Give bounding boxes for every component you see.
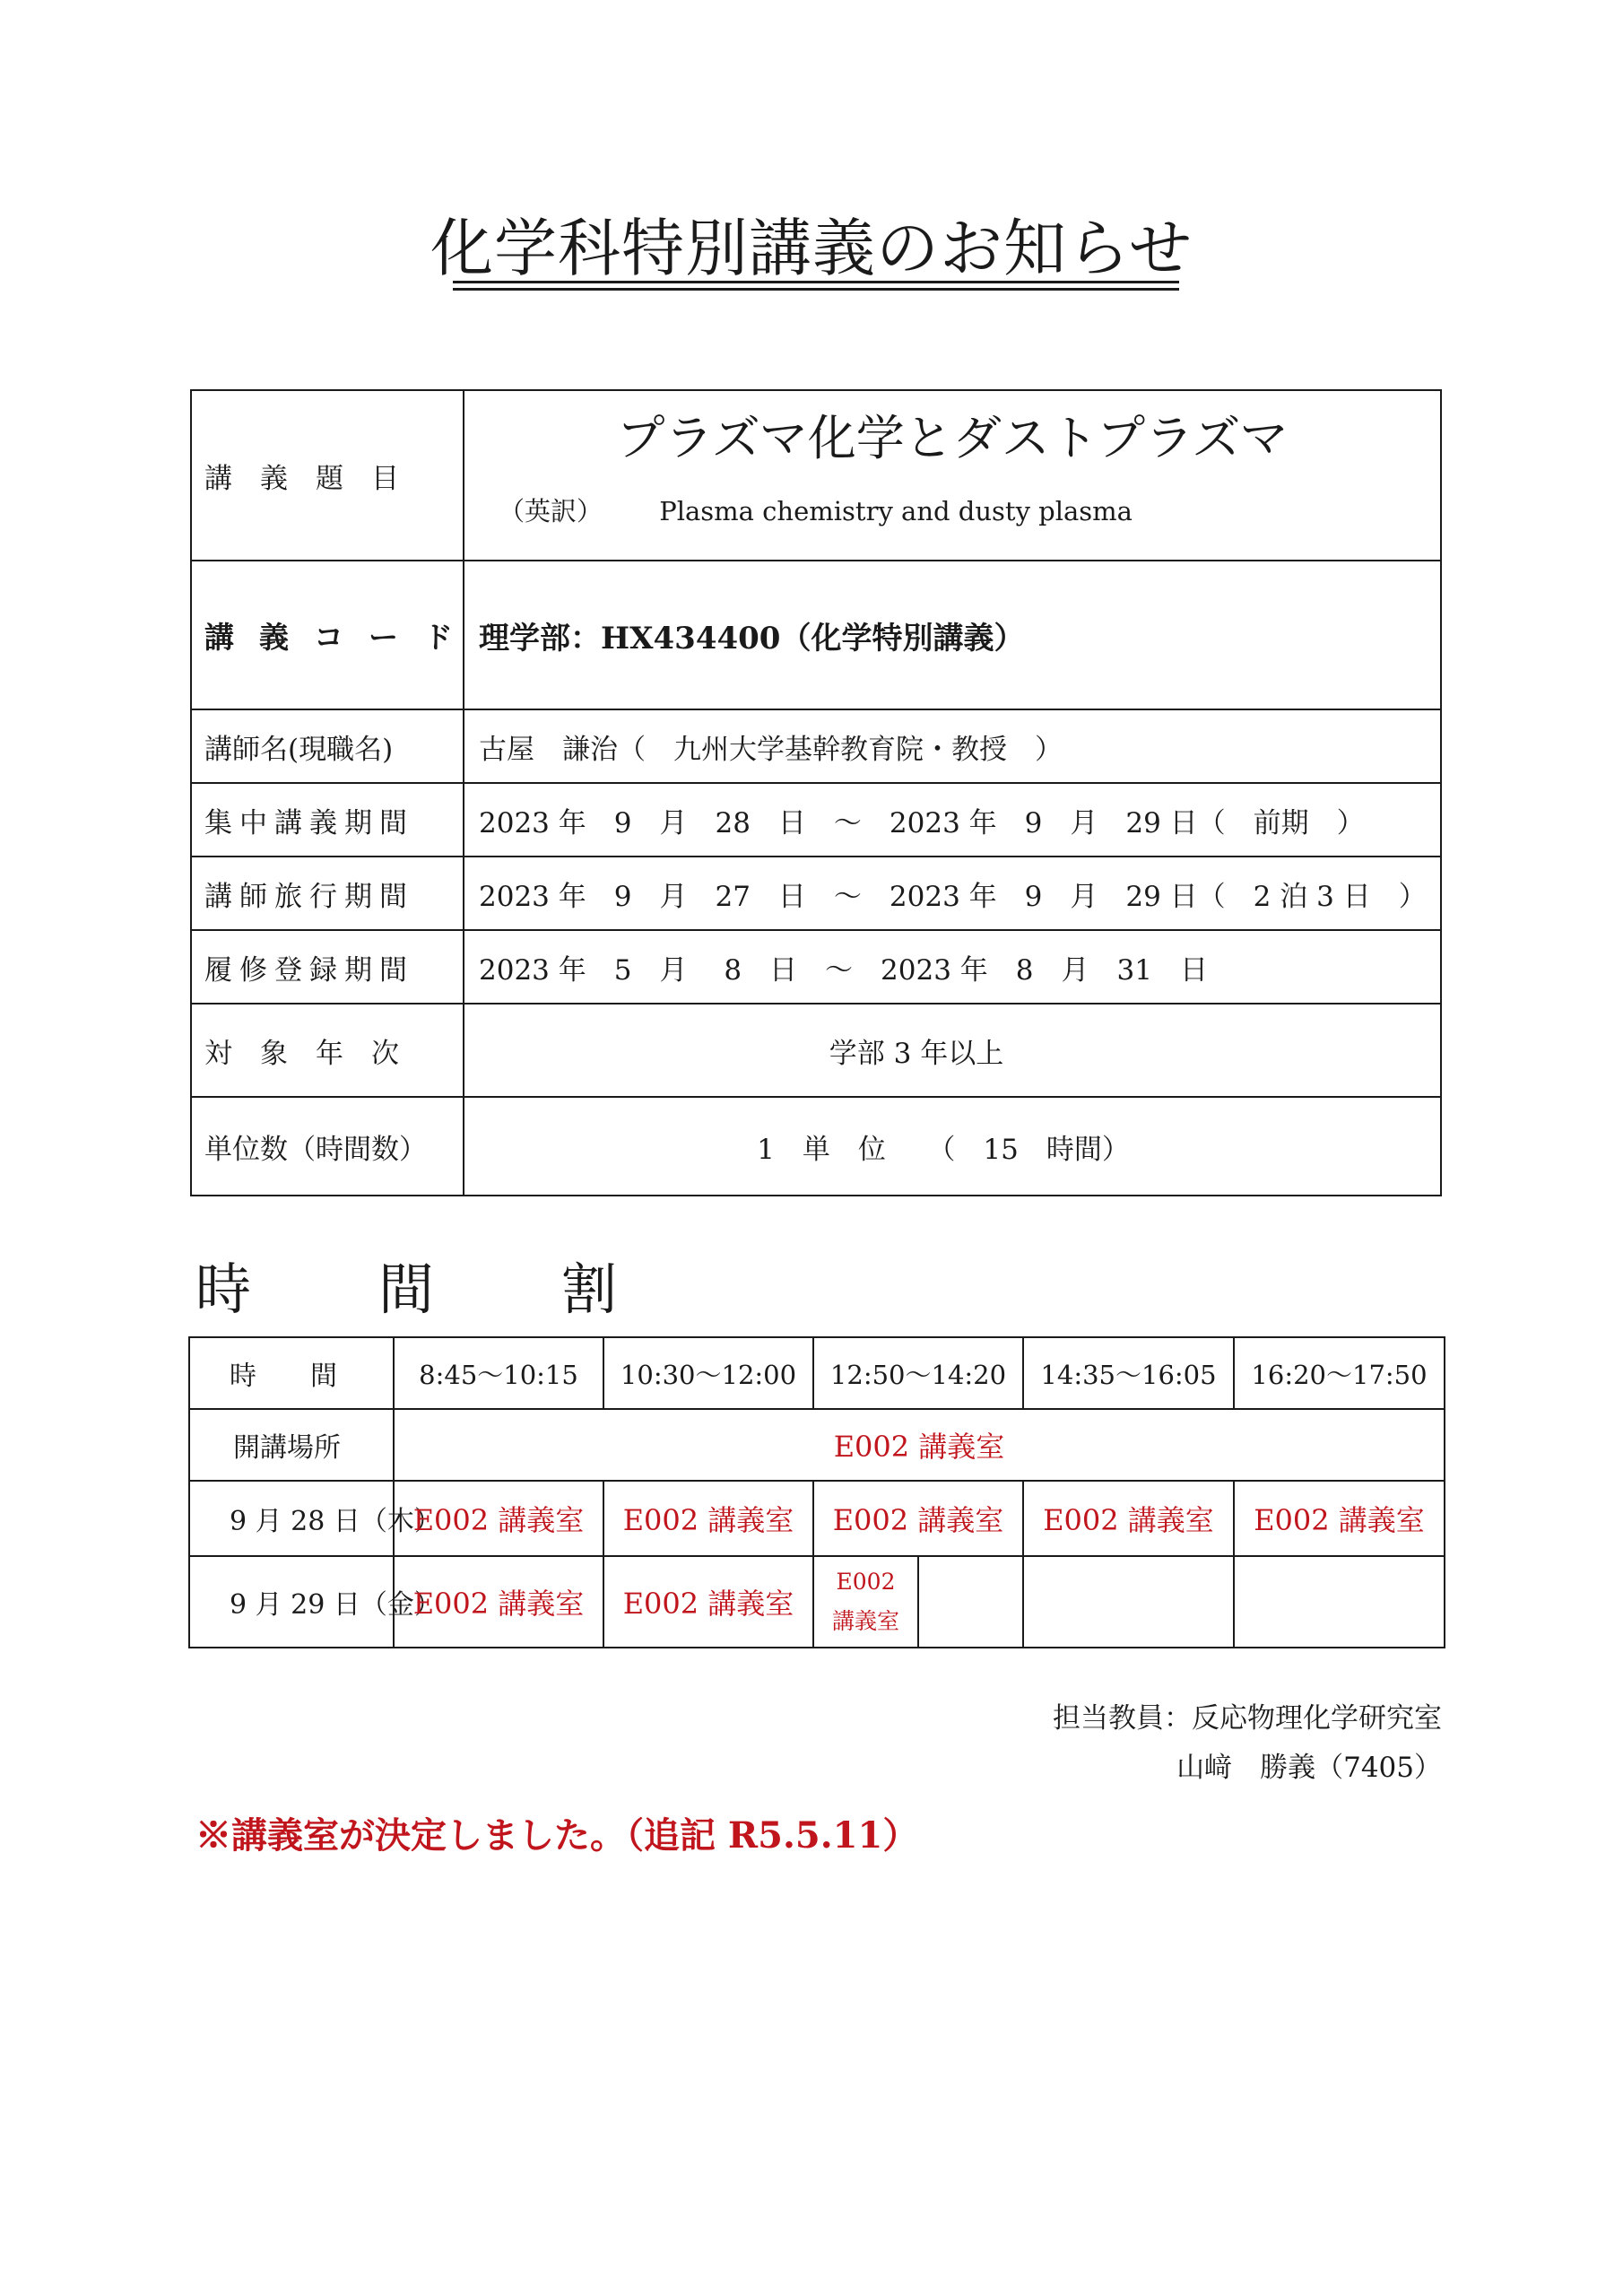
- venue-label-cell: [189, 1409, 394, 1481]
- day1-slot-3: E002 講義室: [813, 1481, 1023, 1556]
- day2-slot-3a: [813, 1556, 918, 1648]
- timetable-header-row: [189, 1337, 1445, 1409]
- registration-label: 履修登録期間: [204, 953, 414, 987]
- code-label: 講義コード: [204, 619, 478, 655]
- day1-row: [189, 1481, 1445, 1556]
- credits-row: [191, 1097, 1441, 1196]
- contact-department: 担当教員：反応物理化学研究室: [1053, 1702, 1442, 1735]
- english-title: Plasma chemistry and dusty plasma: [659, 496, 1133, 526]
- subject-label: 講 義 題 目: [204, 462, 399, 495]
- day2-row: [189, 1556, 1445, 1648]
- credits-value-cell: [464, 1097, 1441, 1196]
- registration-value: 2023 年 5 月 8 日 ～ 2023 年 8 月 31 日: [479, 953, 1208, 987]
- title-underline-top: [453, 281, 1179, 283]
- slot-3: 12:50～14:20: [813, 1337, 1023, 1409]
- target-label-cell: [191, 1004, 464, 1097]
- credits-value: 1 単 位 （ 15 時間）: [757, 1133, 1130, 1166]
- credits-label-cell: [191, 1097, 464, 1196]
- day1-slot-4: E002 講義室: [1023, 1481, 1234, 1556]
- timetable: [188, 1336, 1445, 1648]
- subject-row: [191, 390, 1441, 561]
- period-value-cell: [464, 783, 1441, 857]
- registration-row: [191, 930, 1441, 1004]
- code-value: 理学部：HX434400（化学特別講義）: [479, 620, 1025, 657]
- day1-slot-5: E002 講義室: [1234, 1481, 1445, 1556]
- subject-title: プラズマ化学とダストプラズマ: [616, 410, 1289, 466]
- code-label-cell: [191, 561, 478, 709]
- day2-slot-5: [1234, 1556, 1445, 1648]
- period-row: [191, 783, 1441, 857]
- slot-5: 16:20～17:50: [1234, 1337, 1445, 1409]
- slot-1: 8:45～10:15: [394, 1337, 603, 1409]
- slot-2: 10:30～12:00: [603, 1337, 813, 1409]
- venue-row: [189, 1409, 1445, 1481]
- travel-value: 2023 年 9 月 27 日 ～ 2023 年 9 月 29 日（ 2 泊 3 日 ）: [479, 880, 1427, 913]
- code-value-cell: [464, 561, 1441, 709]
- travel-label: 講師旅行期間: [204, 880, 414, 913]
- lecturer-value: 古屋 謙治（ 九州大学基幹教育院・教授 ）: [479, 733, 1063, 766]
- lecturer-value-cell: [464, 709, 1441, 783]
- time-label-cell: [189, 1337, 394, 1409]
- target-value: 学部 3 年以上: [829, 1037, 1004, 1070]
- timetable-heading: 時 間 割: [195, 1257, 654, 1322]
- lecturer-row: [191, 709, 1441, 783]
- day2-slot-4: [1023, 1556, 1234, 1648]
- subject-value-cell: [464, 390, 1441, 561]
- period-label: 集中講義期間: [204, 806, 414, 839]
- period-value: 2023 年 9 月 28 日 ～ 2023 年 9 月 29 日（ 前期 ）: [479, 806, 1365, 839]
- lecturer-label: 講師名(現職名): [204, 733, 394, 766]
- venue-label: 開講場所: [233, 1432, 341, 1464]
- day2-slot-2: E002 講義室: [603, 1556, 813, 1648]
- registration-value-cell: [464, 930, 1441, 1004]
- travel-value-cell: [464, 857, 1441, 930]
- period-label-cell: [191, 783, 464, 857]
- travel-row: [191, 857, 1441, 930]
- subject-label-cell: [191, 390, 464, 561]
- document-title: 化学科特別講義のお知らせ: [430, 212, 1193, 285]
- lecturer-label-cell: [191, 709, 464, 783]
- target-label: 対 象 年 次: [204, 1037, 399, 1070]
- travel-label-cell: [191, 857, 464, 930]
- day1-slot-2: E002 講義室: [603, 1481, 813, 1556]
- target-row: [191, 1004, 1441, 1097]
- time-label: 時 間: [230, 1361, 337, 1392]
- day1-date: 9 月 28 日（木）: [189, 1481, 394, 1556]
- day2-split-line2: 講義室: [831, 1608, 899, 1634]
- day2-split-line1: E002: [836, 1569, 896, 1595]
- title-underline-bottom: [453, 288, 1179, 291]
- day2-slot-3b: [918, 1556, 1023, 1648]
- notice-text: ※講義室が決定しました。（追記 R5.5.11）: [195, 1814, 919, 1857]
- course-info-table: [190, 389, 1442, 1196]
- slot-4: 14:35～16:05: [1023, 1337, 1234, 1409]
- english-label: （英訳）: [499, 496, 603, 526]
- contact-name: 山﨑 勝義（7405）: [1176, 1752, 1442, 1784]
- code-row: [191, 561, 1441, 709]
- day1-slot-1: E002 講義室: [394, 1481, 603, 1556]
- venue-value: E002 講義室: [394, 1409, 1445, 1481]
- registration-label-cell: [191, 930, 464, 1004]
- credits-label: 単位数（時間数）: [204, 1133, 427, 1166]
- day2-date: 9 月 29 日（金）: [189, 1556, 394, 1648]
- day2-slot-1: E002 講義室: [394, 1556, 603, 1648]
- target-value-cell: [464, 1004, 1441, 1097]
- english-title-row: [464, 491, 1440, 528]
